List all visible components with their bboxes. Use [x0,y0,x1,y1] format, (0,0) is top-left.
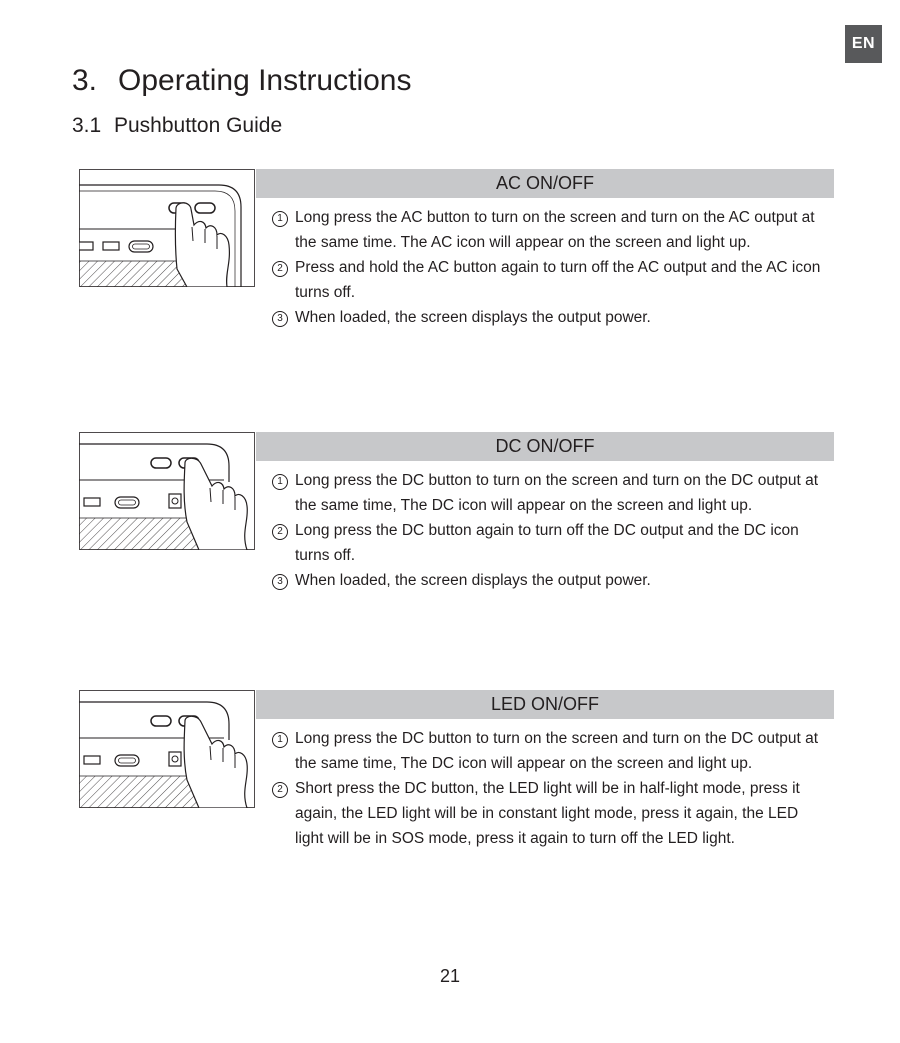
step-text: Long press the DC button again to turn off the DC output and the DC icon turns off. [295,522,799,564]
step-text: Press and hold the AC button again to turn off the AC output and the AC icon turns off. [295,259,821,301]
dc-steps-list [270,468,830,593]
chapter-heading [72,64,411,98]
list-item [270,518,830,568]
section-title: Pushbutton Guide [114,114,283,137]
step-text: Long press the DC button to turn on the screen and turn on the DC output at the same time, The DC icon will appear on the screen and light up. [295,730,819,772]
step-text: Short press the DC button, the LED light will be in half-light mode, press it again, the LED light will be in constant light mode, press it again, the LED light will be in SOS mode, press it again to turn off the LED light. [295,780,800,847]
language-badge: EN [845,25,882,63]
list-item [270,726,830,776]
ac-steps-list [270,205,830,330]
dc-on-off-title: DC ON/OFF [256,432,834,461]
section-number: 3.1 [72,114,102,137]
list-item [270,468,830,518]
hand-pressing-dc-button-icon [79,432,255,550]
ac-on-off-title: AC ON/OFF [256,169,834,198]
step-text: When loaded, the screen displays the output power. [295,572,651,589]
list-item [270,255,830,305]
chapter-number: 3. [72,64,98,97]
step-marker: 1 [272,474,288,490]
step-text: When loaded, the screen displays the output power. [295,309,651,326]
page-number: 21 [439,966,461,986]
list-item [270,205,830,255]
step-text: Long press the AC button to turn on the screen and turn on the AC output at the same time. The AC icon will appear on the screen and light up. [295,209,815,251]
list-item [270,776,830,851]
hand-pressing-dc-button-icon [79,690,255,808]
chapter-title: Operating Instructions [118,64,412,97]
section-heading [72,114,282,138]
step-marker: 3 [272,311,288,327]
list-item [270,305,830,330]
step-text: Long press the DC button to turn on the screen and turn on the DC output at the same time, The DC icon will appear on the screen and light up. [295,472,819,514]
step-marker: 1 [272,211,288,227]
list-item [270,568,830,593]
step-marker: 3 [272,574,288,590]
hand-pressing-ac-button-icon [79,169,255,287]
step-marker: 2 [272,261,288,277]
step-marker: 2 [272,524,288,540]
led-steps-list [270,726,830,851]
led-on-off-title: LED ON/OFF [256,690,834,719]
step-marker: 1 [272,732,288,748]
step-marker: 2 [272,782,288,798]
